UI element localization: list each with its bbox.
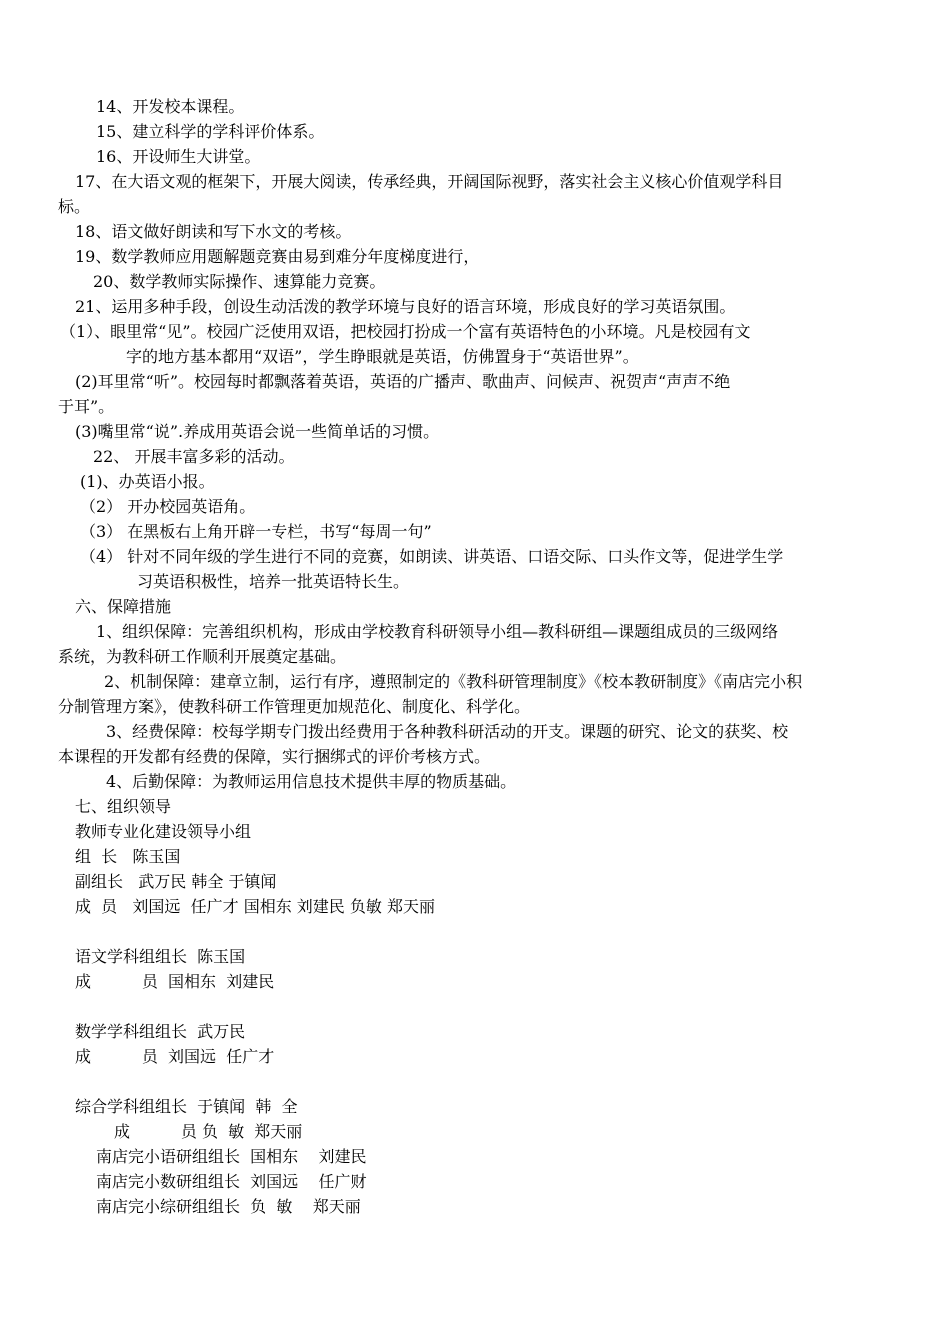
general-group-leader: 综合学科组组长 于镇闻 韩 全: [75, 1097, 298, 1116]
leadership-group-title: 教师专业化建设领导小组: [75, 822, 252, 841]
item-21-2: (2)耳里常“听”。校园每时都飘落着英语，英语的广播声、歌曲声、问候声、祝贺声“声声不绝: [75, 372, 731, 391]
group-members: 成 员 刘国远 任广才 国相东 刘建民 负敏 郑天丽: [75, 897, 435, 916]
math-group-leader: 数学学科组组长 武万民: [75, 1022, 246, 1041]
item-17-cont: 标。: [58, 197, 91, 216]
item-22-1: (1)、办英语小报。: [80, 472, 215, 491]
guarantee-4: 4、后勤保障：为教师运用信息技术提供丰厚的物质基础。: [106, 772, 517, 791]
item-15: 15、建立科学的学科评价体系。: [96, 122, 325, 141]
school-math-group: 南店完小数研组组长 刘国远 任广财: [96, 1172, 367, 1191]
item-19: 19、数学教师应用题解题竞赛由易到难分年度梯度进行，: [75, 247, 480, 266]
item-22: 22、 开展丰富多彩的活动。: [93, 447, 295, 466]
guarantee-2-cont: 分制管理方案》，使教科研工作管理更加规范化、制度化、科学化。: [58, 697, 531, 716]
item-22-3: （3） 在黑板右上角开辟一专栏，书写“每周一句”: [80, 522, 432, 541]
section-7-heading: 七、组织领导: [75, 797, 172, 816]
general-group-members: 成 员 负 敏 郑天丽: [114, 1122, 303, 1141]
item-21: 21、运用多种手段，创设生动活泼的教学环境与良好的语言环境，形成良好的学习英语氛围。: [75, 297, 736, 316]
school-chinese-group: 南店完小语研组组长 国相东 刘建民: [96, 1147, 367, 1166]
guarantee-1: 1、组织保障：完善组织机构，形成由学校教育科研领导小组—教科研组—课题组成员的三级网络: [96, 622, 779, 641]
chinese-group-leader: 语文学科组组长 陈玉国: [75, 947, 246, 966]
item-22-4: （4） 针对不同年级的学生进行不同的竞赛，如朗读、讲英语、口语交际、口头作文等，促进学生学: [80, 547, 784, 566]
guarantee-3: 3、经费保障：校每学期专门拨出经费用于各种教科研活动的开支。课题的研究、论文的获奖、校: [106, 722, 789, 741]
group-leader: 组 长 陈玉国: [75, 847, 181, 866]
school-general-group: 南店完小综研组组长 负 敏 郑天丽: [96, 1197, 361, 1216]
chinese-group-members: 成 员 国相东 刘建民: [75, 972, 275, 991]
deputy-leader: 副组长 武万民 韩全 于镇闻: [75, 872, 277, 891]
item-14: 14、开发校本课程。: [96, 97, 245, 116]
guarantee-2: 2、机制保障：建章立制，运行有序，遵照制定的《教科研管理制度》《校本教研制度》《南店完小积: [104, 672, 803, 691]
item-18: 18、语文做好朗读和写下水文的考核。: [75, 222, 352, 241]
item-21-1-cont: 字的地方基本都用“双语”，学生睁眼就是英语，仿佛置身于“英语世界”。: [126, 347, 639, 366]
item-22-4-cont: 习英语积极性，培养一批英语特长生。: [137, 572, 410, 591]
guarantee-1-cont: 系统，为教科研工作顺利开展奠定基础。: [58, 647, 347, 666]
item-22-2: （2） 开办校园英语角。: [80, 497, 256, 516]
item-17: 17、在大语文观的框架下，开展大阅读，传承经典，开阔国际视野，落实社会主义核心价值观学科目: [75, 172, 784, 191]
item-16: 16、开设师生大讲堂。: [96, 147, 261, 166]
item-21-1: （1）、眼里常“见”。校园广泛使用双语，把校园打扮成一个富有英语特色的小环境。凡是校园有文: [60, 322, 751, 341]
item-21-3: (3)嘴里常“说”.养成用英语会说一些简单话的习惯。: [75, 422, 440, 441]
guarantee-3-cont: 本课程的开发都有经费的保障，实行捆绑式的评价考核方式。: [58, 747, 491, 766]
item-20: 20、数学教师实际操作、速算能力竞赛。: [93, 272, 386, 291]
math-group-members: 成 员 刘国远 任广才: [75, 1047, 275, 1066]
section-6-heading: 六、保障措施: [75, 597, 172, 616]
item-21-2-cont: 于耳”。: [58, 397, 115, 416]
